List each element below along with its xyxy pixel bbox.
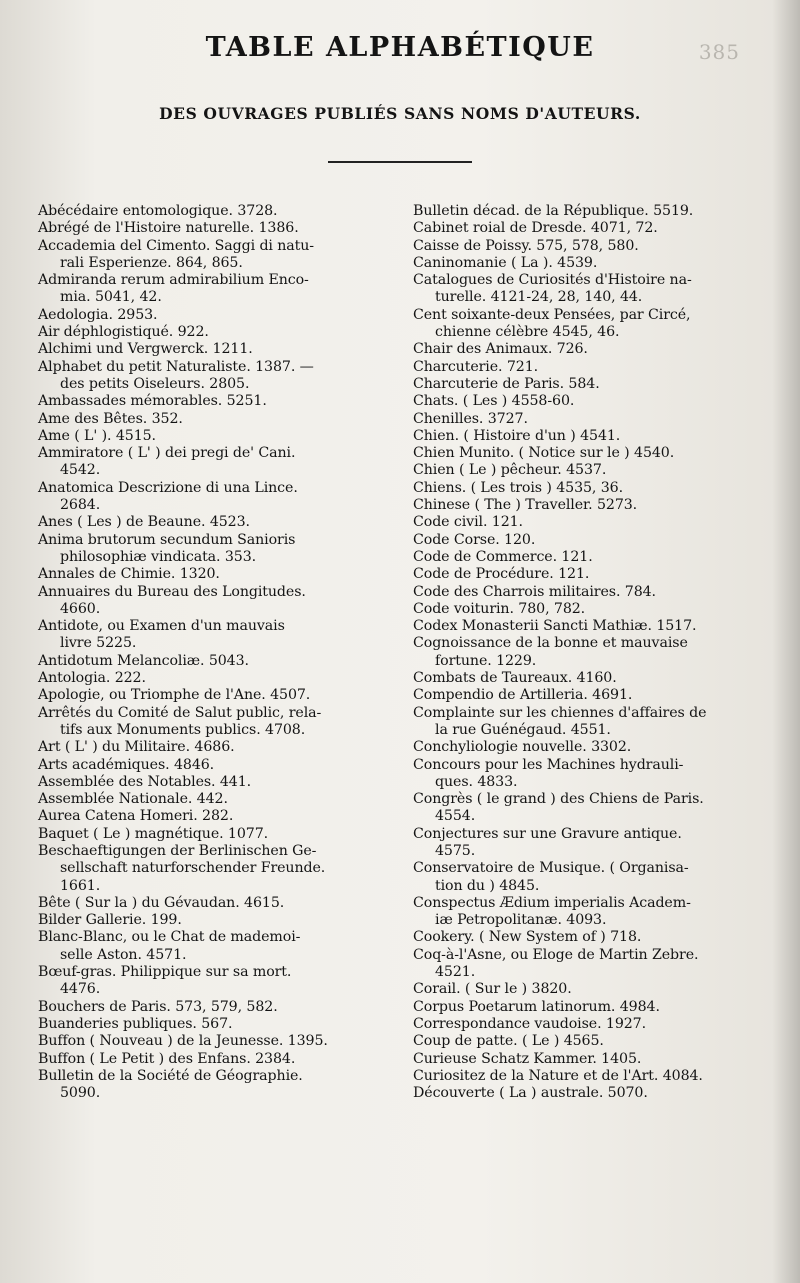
index-entry: Caninomanie ( La ). 4539. xyxy=(413,254,598,271)
index-entry: Antidotum Melancoliæ. 5043. xyxy=(38,652,249,669)
index-entry: Ammiratore ( L' ) dei pregi de' Cani. 4542. xyxy=(38,445,296,479)
index-entry: Coq-à-l'Asne, ou Eloge de Martin Zebre. 4521. xyxy=(413,946,699,981)
index-entry: Buffon ( Nouveau ) de la Jeunesse. 1395. xyxy=(38,1033,328,1050)
index-entry: Baquet ( Le ) magnétique. 1077. xyxy=(38,825,269,842)
index-entry: Charcuterie. 721. xyxy=(413,358,539,375)
page-edge-shadow xyxy=(772,0,800,1283)
index-entry: Découverte ( La ) australe. 5070. xyxy=(413,1085,648,1102)
index-entry: Buanderies publiques. 567. xyxy=(38,1015,233,1032)
index-entry: Cabinet roial de Dresde. 4071, 72. xyxy=(413,220,658,237)
index-entry: Aurea Catena Homeri. 282. xyxy=(38,808,234,825)
index-entry: Arts académiques. 4846. xyxy=(38,756,215,773)
index-entry: Catalogues de Curiosités d'Histoire na- turelle. 4121-24, 28, 140, 44. xyxy=(413,272,692,306)
index-entry: Bœuf-gras. Philippique sur sa mort. 4476. xyxy=(38,964,292,998)
index-entry: Coup de patte. ( Le ) 4565. xyxy=(413,1033,604,1050)
index-entry: Chien Munito. ( Notice sur le ) 4540. xyxy=(413,445,675,462)
title-divider xyxy=(328,161,472,163)
index-entry: Alchimi und Vergwerck. 1211. xyxy=(38,341,253,358)
index-entry: Conservatoire de Musique. ( Organisa- tion du ) 4845. xyxy=(413,860,689,894)
index-entry: Curieuse Schatz Kammer. 1405. xyxy=(413,1050,642,1067)
index-entry: Conspectus Ædium imperialis Academ- iæ Petropolitanæ. 4093. xyxy=(413,894,691,929)
index-entry: Concours pour les Machines hydrauli- ques. 4833. xyxy=(413,756,684,790)
index-entry: Bulletin de la Société de Géographie. 5090. xyxy=(38,1067,303,1102)
index-entry: Code de Procédure. 121. xyxy=(413,566,590,583)
index-entry: Air déphlogistiqué. 922. xyxy=(38,324,209,341)
index-entry: Anatomica Descrizione di una Lince. 2684. xyxy=(38,479,298,514)
index-entry: Arrêtés du Comité de Salut public, rela- tifs aux Monuments publics. 4708. xyxy=(38,704,322,738)
index-entry: Chiens. ( Les trois ) 4535, 36. xyxy=(413,479,624,496)
index-entry: Anes ( Les ) de Beaune. 4523. xyxy=(38,514,250,531)
index-entry: Bilder Gallerie. 199. xyxy=(38,912,182,929)
index-entry: Antologia. 222. xyxy=(38,670,146,687)
index-entry: Beschaeftigungen der Berlinischen Ge- sellschaft naturforschender Freunde. 1661. xyxy=(38,842,326,894)
index-entry: Caisse de Poissy. 575, 578, 580. xyxy=(413,237,639,254)
index-entry: Buffon ( Le Petit ) des Enfans. 2384. xyxy=(38,1050,296,1067)
index-entry: Antidote, ou Examen d'un mauvais livre 5225. xyxy=(38,618,285,652)
index-entry: Code des Charrois militaires. 784. xyxy=(413,583,656,600)
index-entry: Apologie, ou Triomphe de l'Ane. 4507. xyxy=(38,687,311,704)
index-entry: Annales de Chimie. 1320. xyxy=(38,566,220,583)
index-entry: Ame des Bêtes. 352. xyxy=(38,410,183,427)
index-entry: Combats de Taureaux. 4160. xyxy=(413,670,617,687)
index-entry: Cookery. ( New System of ) 718. xyxy=(413,929,642,946)
index-entry: Annuaires du Bureau des Longitudes. 4660. xyxy=(38,583,306,617)
index-entry: Admiranda rerum admirabilium Enco- mia. 5041, 42. xyxy=(38,272,309,306)
index-entry: Bête ( Sur la ) du Gévaudan. 4615. xyxy=(38,894,285,911)
index-entry: Code voiturin. 780, 782. xyxy=(413,600,586,617)
index-entry: Blanc-Blanc, ou le Chat de mademoi- selle Aston. 4571. xyxy=(38,929,301,963)
index-entry: Corpus Poetarum latinorum. 4984. xyxy=(413,998,660,1015)
index-entry: Code Corse. 120. xyxy=(413,531,536,548)
index-entry: Code de Commerce. 121. xyxy=(413,548,593,565)
index-entry: Code civil. 121. xyxy=(413,514,523,531)
index-entry: Chair des Animaux. 726. xyxy=(413,341,588,358)
index-entry: Bulletin décad. de la République. 5519. xyxy=(413,203,694,219)
index-entry: Alphabet du petit Naturaliste. 1387. — des petits Oiseleurs. 2805. xyxy=(38,358,314,392)
index-entry: Conchyliologie nouvelle. 3302. xyxy=(413,739,632,756)
index-entry: Chenilles. 3727. xyxy=(413,410,528,427)
index-column-left xyxy=(38,203,393,1102)
index-entry: Chien. ( Histoire d'un ) 4541. xyxy=(413,427,621,444)
index-column-right xyxy=(413,203,768,1102)
index-entry: Compendio de Artilleria. 4691. xyxy=(413,687,633,704)
index-entry: Ambassades mémorables. 5251. xyxy=(38,393,267,410)
index-entry: Curiositez de la Nature et de l'Art. 4084. xyxy=(413,1067,703,1084)
index-entry: Corail. ( Sur le ) 3820. xyxy=(413,981,572,998)
index-entry: Aedologia. 2953. xyxy=(38,306,158,323)
index-entry: Ame ( L' ). 4515. xyxy=(38,427,156,444)
index-entry: Art ( L' ) du Militaire. 4686. xyxy=(38,739,235,756)
index-entry: Assemblée Nationale. 442. xyxy=(38,791,228,808)
index-entry: Conjectures sur une Gravure antique. 4575. xyxy=(413,825,682,859)
index-entry: Correspondance vaudoise. 1927. xyxy=(413,1015,647,1032)
index-entry: Cent soixante-deux Pensées, par Circé, chienne célèbre 4545, 46. xyxy=(413,306,691,341)
index-entry: Congrès ( le grand ) des Chiens de Paris. 4554. xyxy=(413,791,704,825)
index-entry: Cognoissance de la bonne et mauvaise fortune. 1229. xyxy=(413,635,688,669)
index-entry: Abrégé de l'Histoire naturelle. 1386. xyxy=(38,220,299,237)
index-entry: Complainte sur les chiennes d'affaires de la rue Guénégaud. 4551. xyxy=(413,704,707,738)
index-entry: Anima brutorum secundum Sanioris philosophiæ vindicata. 353. xyxy=(38,531,296,565)
index-entry: Codex Monasterii Sancti Mathiæ. 1517. xyxy=(413,618,697,635)
page-title: TABLE ALPHABÉTIQUE xyxy=(205,32,595,63)
index-entry: Chien ( Le ) pêcheur. 4537. xyxy=(413,462,607,479)
index-entry: Accademia del Cimento. Saggi di natu- rali Esperienze. 864, 865. xyxy=(38,237,314,271)
index-entry: Charcuterie de Paris. 584. xyxy=(413,375,600,392)
index-entry: Chinese ( The ) Traveller. 5273. xyxy=(413,497,638,514)
page-number: 385 xyxy=(698,40,740,64)
index-entry: Abécédaire entomologique. 3728. xyxy=(38,203,278,219)
index-entry: Bouchers de Paris. 573, 579, 582. xyxy=(38,998,278,1015)
index-entry: Assemblée des Notables. 441. xyxy=(38,773,252,790)
index-entry: Chats. ( Les ) 4558-60. xyxy=(413,393,575,410)
page-subtitle: DES OUVRAGES PUBLIÉS SANS NOMS D'AUTEURS. xyxy=(159,104,641,123)
